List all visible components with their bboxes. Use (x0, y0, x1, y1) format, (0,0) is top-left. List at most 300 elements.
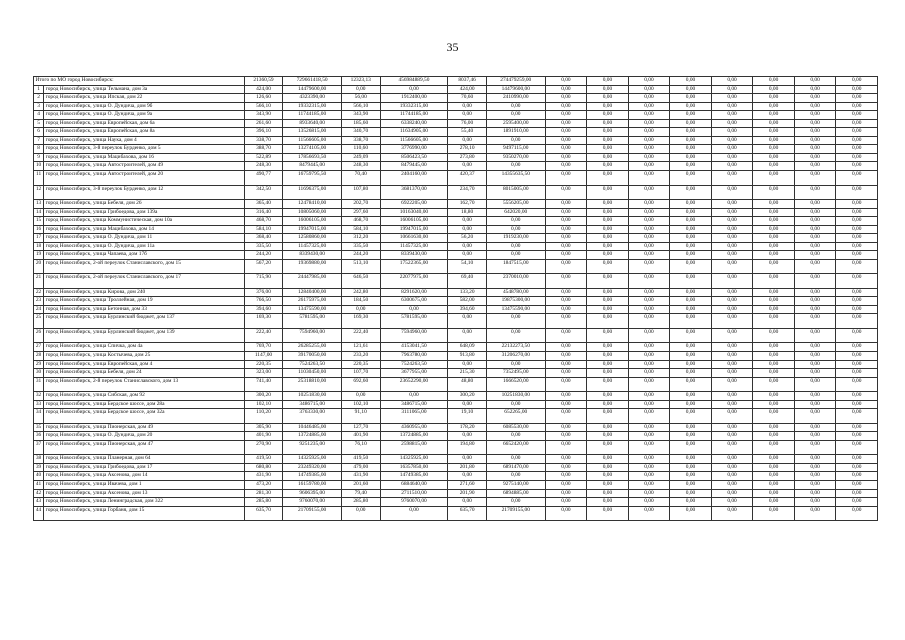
value-cell: 0,00 (794, 314, 836, 329)
value-cell: 13724885,00 (380, 432, 448, 441)
value-cell: 0,00 (794, 274, 836, 289)
value-cell: 9497115,00 (486, 145, 545, 154)
value-cell: 0,00 (670, 225, 712, 234)
value-cell: 0,00 (628, 274, 670, 289)
address-cell: город Новосибирск, улица О. Дундича, дом 20 (44, 432, 245, 441)
value-cell: 0,00 (587, 377, 629, 392)
value-cell: 14355635,50 (486, 171, 545, 186)
value-cell: 273,80 (448, 153, 487, 162)
value-cell: 419,50 (342, 455, 381, 464)
value-cell: 0,00 (545, 423, 587, 432)
value-cell: 0,00 (342, 506, 381, 521)
value-cell: 8015005,00 (486, 185, 545, 200)
value-cell: 0,00 (545, 225, 587, 234)
value-cell: 0,00 (587, 400, 629, 409)
table-row (34, 489, 878, 498)
value-cell: 1919230,00 (486, 234, 545, 243)
value-cell: 0,00 (628, 85, 670, 94)
value-cell: 13475590,00 (486, 305, 545, 314)
table-row (34, 440, 878, 455)
value-cell: 0,00 (670, 409, 712, 424)
value-cell: 0,00 (711, 455, 753, 464)
value-cell: 0,00 (711, 171, 753, 186)
value-cell: 16759795,50 (283, 171, 342, 186)
value-cell: 1912400,00 (380, 94, 448, 103)
value-cell: 0,00 (628, 185, 670, 200)
value-cell: 0,00 (628, 119, 670, 128)
address-cell: город Новосибирск, улица Ипская, дом 22 (44, 94, 245, 103)
value-cell: 0,00 (670, 314, 712, 329)
table-row (34, 409, 878, 424)
address-cell: город Новосибирск, улица Европейская, дом 6а (44, 119, 245, 128)
value-cell: 0,00 (545, 297, 587, 306)
value-cell: 0,00 (628, 297, 670, 306)
value-cell: 6652420,00 (486, 440, 545, 455)
value-cell: 0,00 (545, 145, 587, 154)
row-number-cell: 29 (34, 360, 44, 369)
value-cell: 0,00 (711, 274, 753, 289)
row-number-cell: 32 (34, 392, 44, 401)
row-number-cell: 7 (34, 136, 44, 145)
value-cell: 0,00 (794, 489, 836, 498)
table-row (34, 506, 878, 521)
address-cell: город Новосибирск, улица Троллейная, дом 19 (44, 297, 245, 306)
value-cell: 0,00 (836, 288, 878, 297)
value-cell: 0,00 (836, 377, 878, 392)
value-cell: 14325925,00 (283, 455, 342, 464)
value-cell: 0,00 (628, 463, 670, 472)
value-cell: 0,00 (587, 288, 629, 297)
value-cell: 0,00 (836, 119, 878, 128)
value-cell: 0,00 (836, 455, 878, 464)
value-cell: 6891470,00 (486, 463, 545, 472)
value-cell: 7352495,00 (486, 369, 545, 378)
value-cell: 0,00 (711, 153, 753, 162)
value-cell: 220,35 (342, 360, 381, 369)
table-row (34, 343, 878, 352)
value-cell: 3111065,00 (380, 409, 448, 424)
value-cell: 0,00 (628, 136, 670, 145)
value-cell: 0,00 (836, 498, 878, 507)
value-cell: 6338240,00 (380, 119, 448, 128)
value-cell: 0,00 (670, 128, 712, 137)
row-number-cell: 8 (34, 145, 44, 154)
value-cell: 0,00 (628, 369, 670, 378)
value-cell: 0,00 (670, 352, 712, 361)
value-cell: 0,00 (836, 185, 878, 200)
value-cell: 0,00 (753, 111, 795, 120)
total-value-cell: 729661418,50 (283, 77, 342, 86)
value-cell: 0,00 (794, 400, 836, 409)
value-cell: 0,00 (836, 360, 878, 369)
value-cell: 0,00 (670, 360, 712, 369)
value-cell: 0,00 (753, 455, 795, 464)
address-cell: город Новосибирск, улица Бебеля, дом 24 (44, 369, 245, 378)
value-cell: 0,00 (711, 225, 753, 234)
value-cell: 220,35 (244, 360, 283, 369)
value-cell: 0,00 (380, 305, 448, 314)
value-cell: 0,00 (711, 85, 753, 94)
value-cell: 16006105,00 (283, 217, 342, 226)
value-cell: 0,00 (794, 259, 836, 274)
value-cell: 0,00 (587, 305, 629, 314)
value-cell: 6884640,00 (380, 481, 448, 490)
value-cell: 0,00 (670, 288, 712, 297)
value-cell: 14749385,00 (380, 472, 448, 481)
value-cell: 0,00 (486, 472, 545, 481)
value-cell: 0,00 (545, 432, 587, 441)
value-cell: 8479445,00 (380, 162, 448, 171)
value-cell: 5781595,00 (283, 314, 342, 329)
row-number-cell: 12 (34, 185, 44, 200)
value-cell: 12478410,00 (283, 200, 342, 209)
value-cell: 0,00 (670, 377, 712, 392)
value-cell: 0,00 (587, 136, 629, 145)
row-number-cell: 17 (34, 234, 44, 243)
value-cell: 0,00 (587, 145, 629, 154)
address-cell: город Новосибирск, улица Автостроителей, дом 49 (44, 162, 245, 171)
value-cell: 17522365,00 (380, 259, 448, 274)
value-cell: 2410990,00 (486, 94, 545, 103)
value-cell: 0,00 (545, 472, 587, 481)
value-cell: 0,00 (545, 489, 587, 498)
value-cell: 0,00 (711, 111, 753, 120)
value-cell: 17856693,50 (283, 153, 342, 162)
table-row (34, 297, 878, 306)
row-number-cell: 36 (34, 432, 44, 441)
value-cell: 8339430,00 (283, 251, 342, 260)
table-row (34, 423, 878, 432)
row-number-cell: 30 (34, 369, 44, 378)
value-cell: 388,70 (244, 145, 283, 154)
value-cell: 0,00 (794, 432, 836, 441)
value-cell: 0,00 (836, 200, 878, 209)
value-cell: 0,00 (711, 128, 753, 137)
value-cell: 0,00 (753, 409, 795, 424)
value-cell: 0,00 (794, 225, 836, 234)
table-row (34, 455, 878, 464)
value-cell: 338,70 (342, 136, 381, 145)
value-cell: 0,00 (545, 200, 587, 209)
value-cell: 56,20 (448, 234, 487, 243)
value-cell: 0,00 (836, 440, 878, 455)
value-cell: 2711510,00 (380, 489, 448, 498)
value-cell: 0,00 (670, 305, 712, 314)
value-cell: 0,00 (753, 274, 795, 289)
value-cell: 162,70 (448, 200, 487, 209)
value-cell: 0,00 (628, 242, 670, 251)
value-cell: 6085530,00 (486, 423, 545, 432)
value-cell: 431,90 (244, 472, 283, 481)
row-number-cell: 25 (34, 314, 44, 329)
value-cell: 25318810,00 (283, 377, 342, 392)
address-cell: город Новосибирск, улица Аксенова, дом 13 (44, 489, 245, 498)
value-cell: 0,00 (587, 489, 629, 498)
value-cell: 0,00 (670, 328, 712, 343)
value-cell: 0,00 (670, 171, 712, 186)
value-cell: 13475590,00 (283, 305, 342, 314)
table-row (34, 145, 878, 154)
value-cell: 0,00 (628, 305, 670, 314)
value-cell: 0,00 (711, 423, 753, 432)
address-cell: город Новосибирск, улица Тельмана, дом 3а (44, 85, 245, 94)
table-row (34, 305, 878, 314)
value-cell: 0,00 (545, 208, 587, 217)
value-cell: 0,00 (628, 409, 670, 424)
row-number-cell: 37 (34, 440, 44, 455)
value-cell: 0,00 (794, 506, 836, 521)
value-cell: 0,00 (628, 481, 670, 490)
value-cell: 194,80 (448, 440, 487, 455)
value-cell: 121,61 (342, 343, 381, 352)
value-cell: 0,00 (794, 360, 836, 369)
value-cell: 0,00 (836, 208, 878, 217)
address-cell: город Новосибирск, улица Кирова, дом 240 (44, 288, 245, 297)
row-number-cell: 31 (34, 377, 44, 392)
value-cell: 0,00 (448, 328, 487, 343)
value-cell: 0,00 (753, 369, 795, 378)
value-cell: 0,00 (628, 234, 670, 243)
value-cell: 0,00 (794, 498, 836, 507)
value-cell: 468,70 (342, 217, 381, 226)
value-cell: 0,00 (545, 481, 587, 490)
value-cell: 0,00 (711, 234, 753, 243)
value-cell: 0,00 (448, 162, 487, 171)
value-cell: 0,00 (628, 162, 670, 171)
address-cell: город Новосибирск, улица О. Дундича, дом 11 (44, 234, 245, 243)
value-cell: 0,00 (670, 94, 712, 103)
value-cell: 648,09 (448, 343, 487, 352)
total-value-cell: 8037,46 (448, 77, 487, 86)
value-cell: 0,00 (670, 217, 712, 226)
row-number-cell: 14 (34, 208, 44, 217)
value-cell: 0,00 (670, 145, 712, 154)
table-row (34, 171, 878, 186)
value-cell: 0,00 (448, 217, 487, 226)
value-cell: 0,00 (753, 463, 795, 472)
value-cell: 19332315,00 (380, 102, 448, 111)
value-cell: 0,00 (670, 85, 712, 94)
value-cell: 0,00 (587, 119, 629, 128)
value-cell: 0,00 (836, 102, 878, 111)
row-number-cell: 1 (34, 85, 44, 94)
value-cell: 0,00 (628, 225, 670, 234)
value-cell: 3776990,00 (380, 145, 448, 154)
value-cell: 0,00 (587, 360, 629, 369)
value-cell: 48,80 (448, 377, 487, 392)
value-cell: 0,00 (753, 392, 795, 401)
value-cell: 19875300,00 (486, 297, 545, 306)
value-cell: 0,00 (794, 111, 836, 120)
value-cell: 741,40 (244, 377, 283, 392)
value-cell: 0,00 (628, 400, 670, 409)
value-cell: 0,00 (628, 102, 670, 111)
value-cell: 0,00 (836, 251, 878, 260)
value-cell: 0,00 (753, 200, 795, 209)
value-cell: 0,00 (670, 208, 712, 217)
value-cell: 18,80 (448, 208, 487, 217)
value-cell: 19332315,00 (283, 102, 342, 111)
value-cell: 9606395,00 (283, 489, 342, 498)
value-cell: 0,00 (380, 392, 448, 401)
value-cell: 0,00 (836, 225, 878, 234)
value-cell: 0,00 (753, 472, 795, 481)
value-cell: 9760070,00 (283, 498, 342, 507)
table-row (34, 259, 878, 274)
value-cell: 11634905,00 (380, 128, 448, 137)
address-cell: город Новосибирск, улица О. Дундича, дом 11а (44, 242, 245, 251)
value-cell: 473,20 (244, 481, 283, 490)
value-cell: 70,40 (342, 171, 381, 186)
value-cell: 0,00 (711, 185, 753, 200)
value-cell: 3486715,00 (283, 400, 342, 409)
value-cell: 0,00 (711, 360, 753, 369)
address-cell: город Новосибирск, улица Грибоедова, дом 17 (44, 463, 245, 472)
value-cell: 12840400,00 (283, 288, 342, 297)
value-cell: 0,00 (794, 297, 836, 306)
address-cell: город Новосибирск, улица Бурлинский бюджет, дом 137 (44, 314, 245, 329)
table-row (34, 162, 878, 171)
value-cell: 21709155,00 (486, 506, 545, 521)
value-cell: 11566605,00 (380, 136, 448, 145)
value-cell: 2370010,00 (486, 274, 545, 289)
value-cell: 285,80 (244, 498, 283, 507)
value-cell: 0,00 (670, 153, 712, 162)
value-cell: 14325925,00 (380, 455, 448, 464)
value-cell: 0,00 (545, 171, 587, 186)
value-cell: 9350270,00 (486, 153, 545, 162)
value-cell: 0,00 (545, 162, 587, 171)
value-cell: 0,00 (486, 498, 545, 507)
value-cell: 0,00 (711, 259, 753, 274)
row-number-cell: 13 (34, 200, 44, 209)
value-cell: 0,00 (545, 305, 587, 314)
value-cell: 0,00 (628, 432, 670, 441)
value-cell: 12580860,00 (283, 234, 342, 243)
row-number-cell: 6 (34, 128, 44, 137)
value-cell: 522,89 (244, 153, 283, 162)
table-row (34, 274, 878, 289)
row-number-cell: 24 (34, 305, 44, 314)
value-cell: 11744185,00 (283, 111, 342, 120)
value-cell: 54,10 (448, 259, 487, 274)
value-cell: 300,20 (244, 392, 283, 401)
value-cell: 0,00 (711, 314, 753, 329)
value-cell: 0,00 (587, 234, 629, 243)
value-cell: 0,00 (587, 85, 629, 94)
table-row (34, 242, 878, 251)
value-cell: 4548780,00 (486, 288, 545, 297)
value-cell: 652265,00 (486, 409, 545, 424)
value-cell: 0,00 (545, 274, 587, 289)
value-cell: 0,00 (794, 145, 836, 154)
value-cell: 0,00 (486, 360, 545, 369)
value-cell: 69,40 (448, 274, 487, 289)
value-cell: 0,00 (670, 102, 712, 111)
value-cell: 0,00 (794, 369, 836, 378)
value-cell: 0,00 (711, 200, 753, 209)
value-cell: 0,00 (753, 185, 795, 200)
value-cell: 0,00 (711, 400, 753, 409)
address-cell: город Новосибирск, улица Планерная, дом 64 (44, 455, 245, 464)
value-cell: 0,00 (545, 498, 587, 507)
value-cell: 0,00 (670, 423, 712, 432)
value-cell: 0,00 (587, 498, 629, 507)
row-number-cell: 43 (34, 498, 44, 507)
table-row (34, 392, 878, 401)
value-cell: 0,00 (836, 94, 878, 103)
table-row (34, 185, 878, 200)
value-cell: 0,00 (545, 136, 587, 145)
value-cell: 248,30 (342, 162, 381, 171)
value-cell: 271,60 (448, 481, 487, 490)
value-cell: 0,00 (794, 455, 836, 464)
value-cell: 0,00 (545, 463, 587, 472)
value-cell: 0,00 (711, 489, 753, 498)
total-value-cell: 0,00 (794, 77, 836, 86)
address-cell: город Новосибирск, улица Бебеля, дом 26 (44, 200, 245, 209)
row-number-cell: 18 (34, 242, 44, 251)
value-cell: 0,00 (587, 481, 629, 490)
value-cell: 102,10 (244, 400, 283, 409)
value-cell: 0,00 (670, 297, 712, 306)
value-cell: 0,00 (486, 136, 545, 145)
value-cell: 0,00 (836, 506, 878, 521)
row-number-cell: 26 (34, 328, 44, 343)
value-cell: 0,00 (711, 208, 753, 217)
value-cell: 107,80 (342, 185, 381, 200)
address-cell: город Новосибирск, улица О. Дундича, дом 9б (44, 102, 245, 111)
row-number-cell: 44 (34, 506, 44, 521)
value-cell: 343,90 (342, 111, 381, 120)
value-cell: 0,00 (448, 102, 487, 111)
value-cell: 0,00 (670, 251, 712, 260)
value-cell: 0,00 (711, 377, 753, 392)
value-cell: 468,70 (244, 217, 283, 226)
table-row (34, 225, 878, 234)
value-cell: 8339430,00 (380, 251, 448, 260)
value-cell: 479,00 (342, 463, 381, 472)
value-cell: 0,00 (753, 481, 795, 490)
address-cell: город Новосибирск, 2-й переулок Станиславского, дом 13 (44, 377, 245, 392)
value-cell: 0,00 (794, 305, 836, 314)
value-cell: 0,00 (670, 506, 712, 521)
row-number-cell: 28 (34, 352, 44, 361)
value-cell: 0,00 (448, 251, 487, 260)
value-cell: 0,00 (836, 328, 878, 343)
value-cell: 692,60 (342, 377, 381, 392)
value-cell: 335,50 (342, 242, 381, 251)
table-row (34, 94, 878, 103)
value-cell: 0,00 (587, 328, 629, 343)
value-cell: 0,00 (836, 242, 878, 251)
value-cell: 0,00 (587, 251, 629, 260)
value-cell: 261,60 (244, 119, 283, 128)
value-cell: 0,00 (836, 481, 878, 490)
value-cell: 185,60 (342, 119, 381, 128)
value-cell: 3486715,00 (380, 400, 448, 409)
value-cell: 0,00 (670, 343, 712, 352)
value-cell: 365,40 (244, 200, 283, 209)
value-cell: 0,00 (753, 259, 795, 274)
value-cell: 0,00 (794, 472, 836, 481)
table-row (34, 352, 878, 361)
value-cell: 26175975,00 (283, 297, 342, 306)
value-cell: 0,00 (794, 234, 836, 243)
value-cell: 0,00 (587, 111, 629, 120)
value-cell: 215,30 (448, 369, 487, 378)
value-cell: 0,00 (711, 328, 753, 343)
